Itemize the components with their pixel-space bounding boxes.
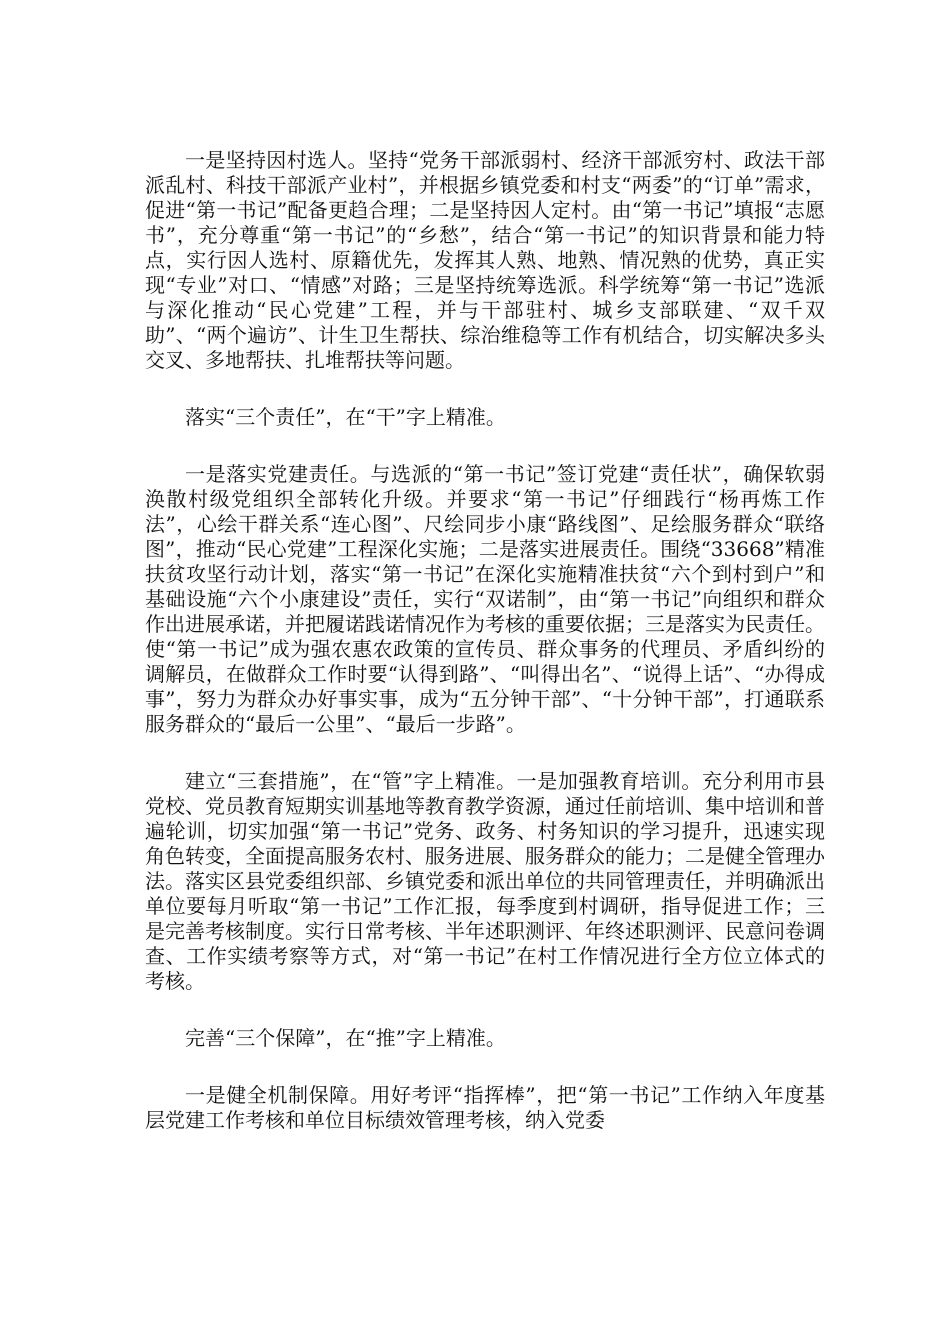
paragraph-party-building-responsibility: 一是落实党建责任。与选派的“第一书记”签订党建“责任状”，确保软弱涣散村级党组织全部转化升级。并要求“第一书记”仔细践行“杨再炼工作法”，心绘干群关系“连心图”、尺绘同步小康“路线图”、足绘服务群众“联络图”，推动“民心党建”工程深化实施；二是落实进展责任。围绕“33668”精准扶贫攻坚行动计划，落实“第一书记”在深化实施精准扶贫“六个到村到户”和基础设施“六个小康建设”责任，实行“双诺制”，由“第一书记”向组织和群众作出进展承诺，并把履诺践诺情况作为考核的重要依据；三是落实为民责任。使“第一书记”成为强农惠农政策的宣传员、群众事务的代理员、矛盾纠纷的调解员，在做群众工作时要“认得到路”、“叫得出名”、“说得上话”、“办得成事”，努力为群众办好事实事，成为“五分钟干部”、“十分钟干部”，打通联系服务群众的“最后一公里”、“最后一步路”。 (145, 462, 825, 736)
heading-three-guarantees: 完善“三个保障”，在“推”字上精准。 (185, 1026, 506, 1050)
heading-three-responsibilities: 落实“三个责任”，在“干”字上精准。 (185, 405, 506, 429)
paragraph-select-by-village: 一是坚持因村选人。坚持“党务干部派弱村、经济干部派穷村、政法干部派乱村、科技干部派产业村”，并根据乡镇党委和村支“两委”的“订单”需求，促进“第一书记”配备更趋合理；二是坚持因人定村。由“第一书记”填报“志愿书”，充分尊重“第一书记”的“乡愁”，结合“第一书记”的知识背景和能力特点，实行因人选村、原籍优先，发挥其人熟、地熟、情况熟的优势，真正实现“专业”对口、“情感”对路；三是坚持统筹选派。科学统筹“第一书记”选派与深化推动“民心党建”工程，并与干部驻村、城乡支部联建、“双千双助”、“两个遍访”、计生卫生帮扶、综治维稳等工作有机结合，切实解决多头交叉、多地帮扶、扎堆帮扶等问题。 (145, 148, 825, 372)
paragraph-three-measures: 建立“三套措施”，在“管”字上精准。一是加强教育培训。充分利用市县党校、党员教育短期实训基地等教育教学资源，通过任前培训、集中培训和普遍轮训，切实加强“第一书记”党务、政务、村务知识的学习提升，迅速实现角色转变，全面提高服务农村、服务进展、服务群众的能力；二是健全管理办法。落实区县党委组织部、乡镇党委和派出单位的共同管理责任，并明确派出单位要每月听取“第一书记”工作汇报，每季度到村调研，指导促进工作；三是完善考核制度。实行日常考核、半年述职测评、年终述职测评、民意问卷调查、工作实绩考察等方式，对“第一书记”在村工作情况进行全方位立体式的考核。 (145, 769, 825, 993)
paragraph-mechanism-guarantee: 一是健全机制保障。用好考评“指挥棒”，把“第一书记”工作纳入年度基层党建工作考核和单位目标绩效管理考核，纳入党委 (145, 1083, 825, 1132)
document-body (145, 148, 825, 1165)
